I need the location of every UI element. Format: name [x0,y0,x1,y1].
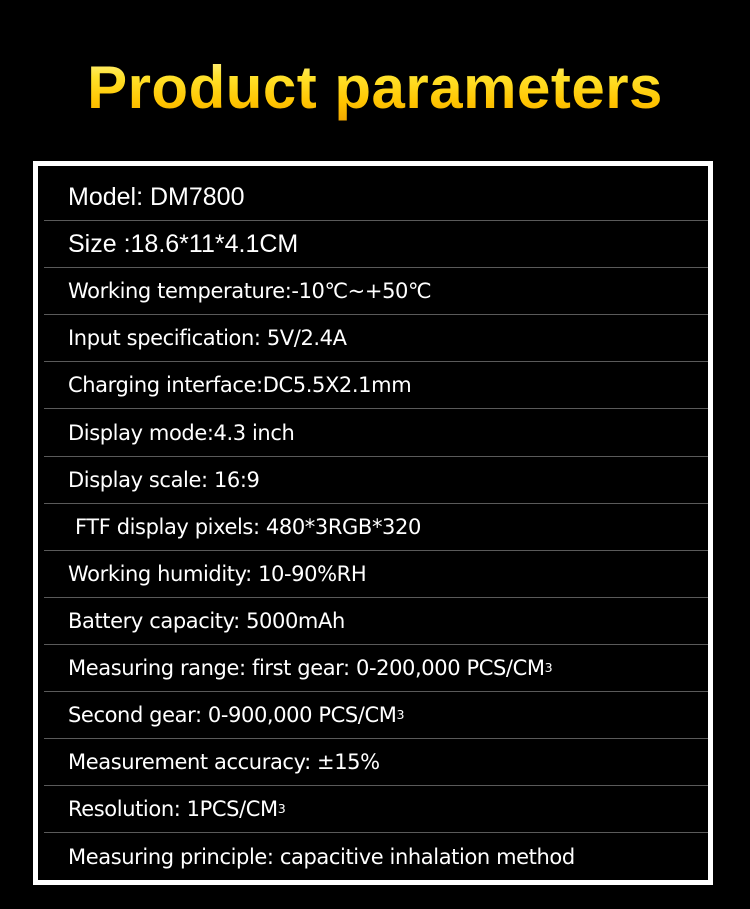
spec-row-resolution: Resolution: 1PCS/CM 3 [44,786,708,833]
spec-text: Model: DM7800 [68,182,245,211]
spec-row-charging-interface [44,362,708,409]
spec-text: Size :18.6*11*4.1CM [68,229,299,258]
spec-row-display-scale [44,457,708,504]
spec-row-display-mode [44,409,708,456]
spec-text: Working temperature:-10℃~+50℃ [68,279,432,304]
spec-text: FTF display pixels: 480*3RGB*320 [75,514,421,539]
spec-row-working-humidity [44,551,708,598]
spec-text: Charging interface:DC5.5X2.1mm [68,373,412,398]
spec-text: Measurement accuracy: ±15% [68,750,380,775]
spec-table [44,174,708,880]
spec-text: Measuring range: first gear: 0-200,000 PCS/CM [68,655,545,680]
spec-row-working-temperature [44,268,708,315]
spec-row-model [44,174,708,221]
spec-row-battery-capacity [44,598,708,645]
spec-text: Battery capacity: 5000mAh [68,608,345,633]
spec-row-size [44,221,708,268]
spec-text: Resolution: 1PCS/CM [68,797,278,822]
page-title: Product parameters [0,52,750,124]
spec-text: Display mode:4.3 inch [68,420,295,445]
spec-row-measurement-accuracy [44,739,708,786]
spec-text: Display scale: 16:9 [68,467,260,492]
spec-row-input-specification [44,315,708,362]
spec-row-measuring-range: Measuring range: first gear: 0-200,000 PCS/CM 3 [44,645,708,692]
spec-table-frame [33,161,713,885]
spec-text: Input specification: 5V/2.4A [68,326,347,351]
spec-text: Second gear: 0-900,000 PCS/CM [68,703,397,728]
spec-text: Working humidity: 10-90%RH [68,561,367,586]
spec-row-measuring-principle [44,833,708,880]
spec-row-display-pixels [44,504,708,551]
spec-text: Measuring principle: capacitive inhalation method [68,844,575,869]
spec-row-second-gear: Second gear: 0-900,000 PCS/CM 3 [44,692,708,739]
